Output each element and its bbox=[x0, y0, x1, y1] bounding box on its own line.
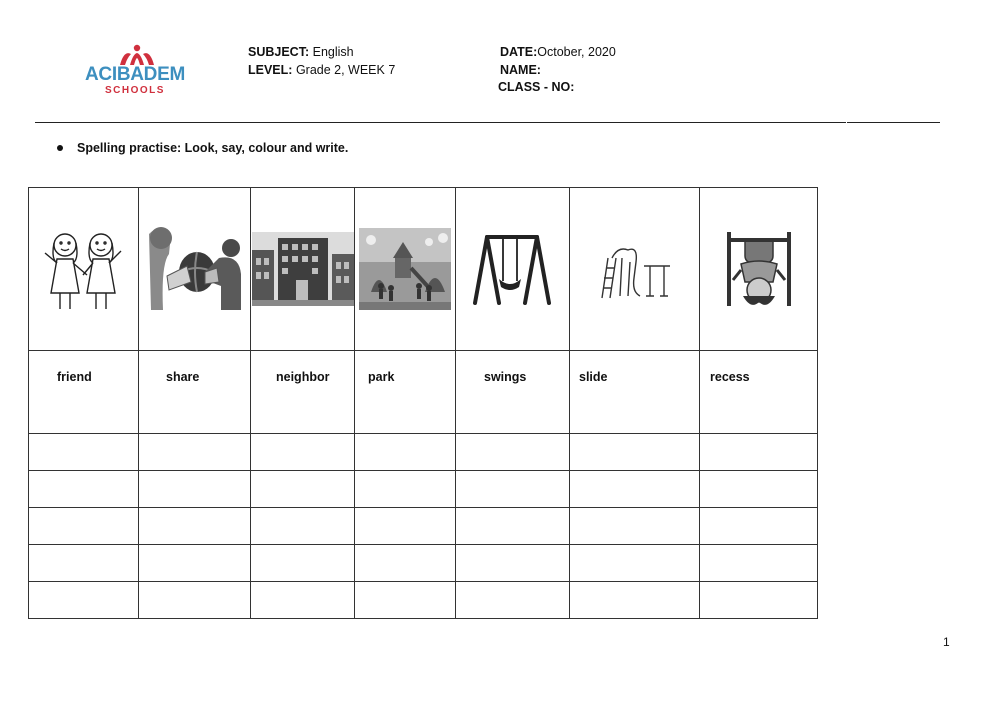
class-label: CLASS - NO: bbox=[498, 80, 575, 94]
word-cell-friend bbox=[29, 351, 139, 434]
swing-icon bbox=[473, 231, 553, 307]
writing-cell[interactable] bbox=[251, 582, 355, 619]
level-label: LEVEL: bbox=[248, 63, 293, 77]
writing-cell[interactable] bbox=[456, 471, 570, 508]
subject-label: SUBJECT: bbox=[248, 45, 310, 59]
word-cell-recess bbox=[700, 351, 818, 434]
word-slide: slide bbox=[579, 370, 608, 384]
writing-cell[interactable] bbox=[456, 545, 570, 582]
picture-cell-recess bbox=[700, 188, 818, 351]
name-line[interactable] bbox=[500, 62, 541, 78]
word-cell-park bbox=[355, 351, 456, 434]
date-line bbox=[500, 44, 616, 60]
writing-cell[interactable] bbox=[29, 434, 139, 471]
writing-cell[interactable] bbox=[29, 508, 139, 545]
word-cell-share bbox=[139, 351, 251, 434]
writing-cell[interactable] bbox=[355, 582, 456, 619]
slide-icon bbox=[598, 238, 672, 300]
divider-gap bbox=[846, 119, 847, 125]
writing-cell[interactable] bbox=[355, 545, 456, 582]
writing-cell[interactable] bbox=[700, 434, 818, 471]
picture-row bbox=[29, 188, 818, 351]
writing-cell[interactable] bbox=[139, 582, 251, 619]
date-label: DATE: bbox=[500, 45, 538, 59]
writing-cell[interactable] bbox=[355, 471, 456, 508]
writing-row bbox=[29, 582, 818, 619]
writing-cell[interactable] bbox=[700, 545, 818, 582]
picture-cell-neighbor bbox=[251, 188, 355, 351]
logo-subtitle: SCHOOLS bbox=[105, 85, 165, 96]
picture-cell-swings bbox=[456, 188, 570, 351]
writing-cell[interactable] bbox=[456, 508, 570, 545]
writing-cell[interactable] bbox=[355, 434, 456, 471]
word-cell-neighbor bbox=[251, 351, 355, 434]
writing-cell[interactable] bbox=[456, 434, 570, 471]
writing-cell[interactable] bbox=[139, 508, 251, 545]
writing-cell[interactable] bbox=[355, 508, 456, 545]
writing-cell[interactable] bbox=[251, 545, 355, 582]
writing-cell[interactable] bbox=[570, 508, 700, 545]
friends-icon bbox=[41, 223, 127, 315]
instruction-text: Spelling practise: Look, say, colour and write. bbox=[77, 141, 349, 155]
class-line[interactable] bbox=[498, 79, 574, 95]
writing-cell[interactable] bbox=[139, 545, 251, 582]
word-share: share bbox=[166, 370, 200, 384]
logo-mark-icon bbox=[116, 44, 158, 66]
level-value: Grade 2, WEEK 7 bbox=[295, 63, 396, 77]
writing-cell[interactable] bbox=[570, 545, 700, 582]
writing-row bbox=[29, 434, 818, 471]
picture-cell-park bbox=[355, 188, 456, 351]
writing-cell[interactable] bbox=[251, 434, 355, 471]
word-park: park bbox=[368, 370, 395, 384]
playground-icon bbox=[359, 228, 451, 310]
spelling-table bbox=[28, 187, 818, 619]
neighborhood-icon bbox=[252, 232, 354, 306]
subject-line bbox=[248, 44, 354, 60]
writing-cell[interactable] bbox=[29, 545, 139, 582]
logo-name: ACIBADEM bbox=[85, 64, 185, 85]
word-neighbor: neighbor bbox=[276, 370, 330, 384]
writing-cell[interactable] bbox=[700, 471, 818, 508]
share-icon bbox=[147, 224, 243, 314]
writing-cell[interactable] bbox=[700, 582, 818, 619]
word-recess: recess bbox=[710, 370, 750, 384]
level-line bbox=[248, 62, 395, 78]
writing-cell[interactable] bbox=[29, 582, 139, 619]
writing-cell[interactable] bbox=[139, 471, 251, 508]
date-value: October, 2020 bbox=[537, 45, 616, 59]
picture-cell-friend bbox=[29, 188, 139, 351]
page-number: 1 bbox=[943, 635, 950, 649]
picture-cell-share bbox=[139, 188, 251, 351]
word-swings: swings bbox=[484, 370, 527, 384]
writing-cell[interactable] bbox=[251, 471, 355, 508]
bullet-icon bbox=[57, 145, 63, 151]
word-cell-swings bbox=[456, 351, 570, 434]
writing-cell[interactable] bbox=[570, 471, 700, 508]
school-logo bbox=[82, 44, 188, 100]
writing-cell[interactable] bbox=[570, 434, 700, 471]
writing-cell[interactable] bbox=[139, 434, 251, 471]
header-divider bbox=[35, 122, 940, 123]
writing-cell[interactable] bbox=[29, 471, 139, 508]
instruction bbox=[57, 141, 348, 155]
name-label: NAME: bbox=[500, 63, 541, 77]
word-cell-slide bbox=[570, 351, 700, 434]
subject-value: English bbox=[312, 45, 354, 59]
upside-down-child-icon bbox=[723, 230, 795, 308]
writing-cell[interactable] bbox=[251, 508, 355, 545]
writing-cell[interactable] bbox=[570, 582, 700, 619]
writing-row bbox=[29, 471, 818, 508]
writing-row bbox=[29, 508, 818, 545]
writing-row bbox=[29, 545, 818, 582]
word-row bbox=[29, 351, 818, 434]
word-friend: friend bbox=[57, 370, 92, 384]
picture-cell-slide bbox=[570, 188, 700, 351]
writing-cell[interactable] bbox=[456, 582, 570, 619]
writing-cell[interactable] bbox=[700, 508, 818, 545]
